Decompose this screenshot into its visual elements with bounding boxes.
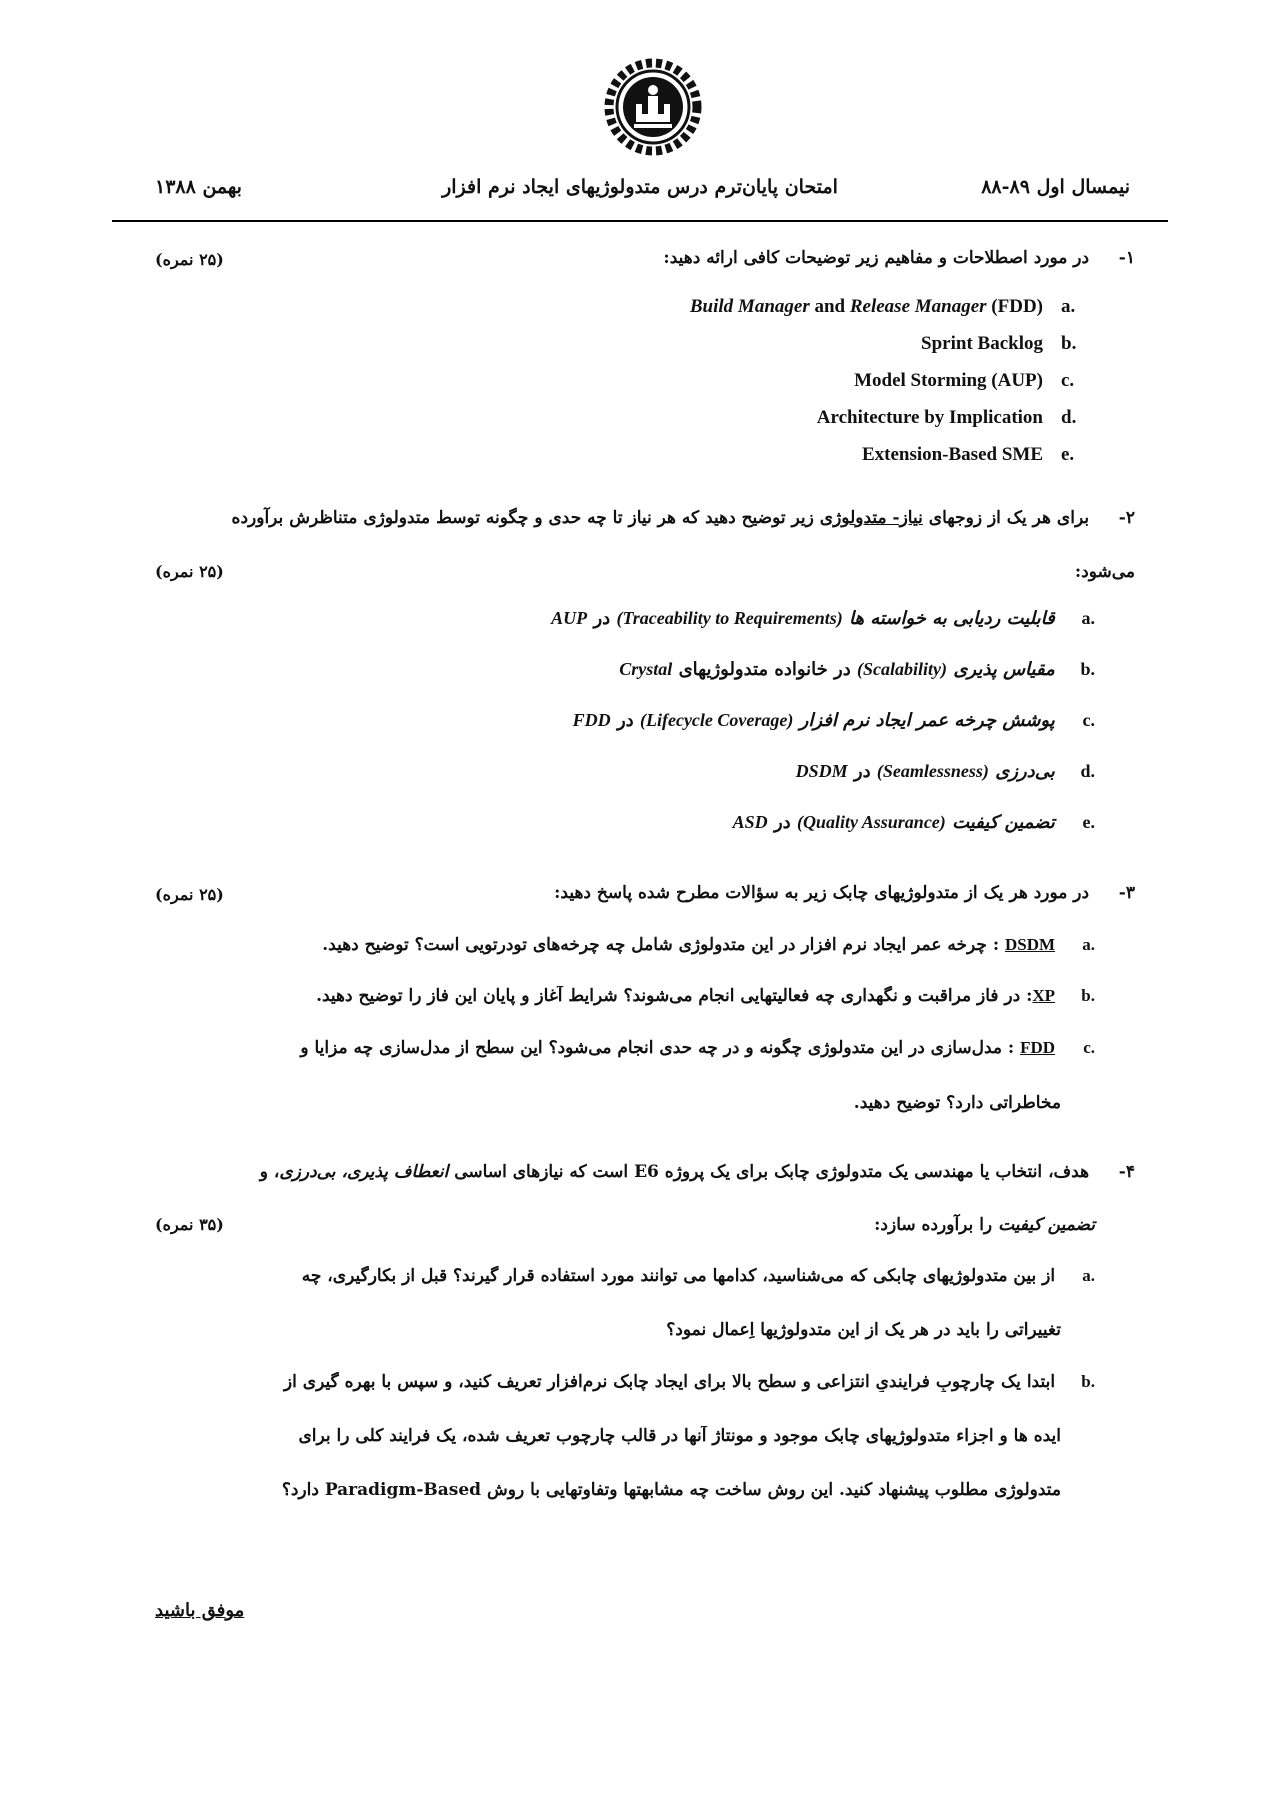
method-name: XP	[1032, 986, 1056, 1005]
question-text: زیر توضیح دهید که هر نیاز تا چه حدی و چگونه توسط متدولوژی متناظرش برآورده	[231, 508, 820, 528]
question-4	[155, 1162, 1135, 1182]
question-2	[155, 508, 1135, 528]
q1-item-a	[690, 296, 1095, 318]
q3-item-a	[155, 935, 1095, 955]
question-text: در مورد هر یک از متدولوژیهای چابک زیر به سؤالات مطرح شده پاسخ دهید:	[554, 883, 1090, 903]
question-4-score: (۳۵ نمره)	[155, 1215, 224, 1234]
item-text: از بین متدولوژیهای چابکی که می‌شناسید، کدامها می توانند مورد استفاده قرار گیرند؟ قبل از بکارگیری، چه	[301, 1266, 1056, 1286]
question-3-score: (۲۵ نمره)	[155, 885, 224, 904]
item-label: c.	[1082, 710, 1095, 730]
q2-item-e	[733, 812, 1095, 833]
q2-item-c	[573, 710, 1095, 731]
criterion-prep: در	[593, 608, 611, 629]
item-label: b.	[1081, 986, 1095, 1005]
q3-item-b	[155, 986, 1095, 1006]
closing-note: موفق باشید	[155, 1600, 245, 1621]
criterion-fa: تضمین کیفیت	[952, 812, 1055, 833]
criterion-en: (Traceability to Requirements)	[616, 608, 843, 628]
q1-item-b	[921, 333, 1095, 355]
item-label: c.	[1061, 370, 1075, 391]
method-name: DSDM	[795, 761, 848, 781]
criterion-prep: در	[773, 812, 791, 833]
method-name: FDD	[1020, 1038, 1056, 1057]
question-text: برای هر یک از زوجهای	[922, 508, 1090, 528]
q1-item-d	[817, 407, 1095, 429]
question-3	[155, 883, 1135, 903]
criterion-en: (Quality Assurance)	[796, 812, 946, 832]
item-label: b.	[1061, 333, 1077, 354]
question-4-line2	[155, 1215, 1095, 1235]
q2-item-a	[551, 608, 1095, 629]
item-label: b.	[1081, 1372, 1095, 1391]
term-text: Release Manager	[849, 296, 987, 317]
criterion-prep: در	[853, 761, 871, 782]
question-text: را برآورده سازد:	[874, 1215, 999, 1235]
exam-title: امتحان پایان‌ترم درس متدولوژیهای ایجاد نرم افزار	[442, 176, 838, 198]
method-name: FDD	[572, 710, 611, 730]
q2-item-d	[796, 761, 1095, 782]
item-label: e.	[1082, 812, 1095, 832]
term-text: (FDD)	[986, 296, 1043, 317]
item-label: a.	[1082, 1266, 1095, 1285]
q3-item-c-line2: مخاطراتی دارد؟ توضیح دهید.	[853, 1093, 1061, 1113]
criterion-en: (Scalability)	[857, 659, 948, 679]
university-logo	[598, 52, 708, 162]
question-number: ۱-	[1118, 248, 1135, 268]
term-text: Build Manager	[689, 296, 810, 317]
criterion-fa: مقیاس پذیری	[953, 659, 1055, 680]
method-name: AUP	[551, 608, 588, 628]
item-label: a.	[1082, 935, 1095, 954]
item-label: a.	[1061, 296, 1076, 317]
item-label: e.	[1061, 444, 1075, 465]
question-2-line2	[155, 562, 1135, 582]
semester-label: نیمسال اول ۸۹-۸۸	[981, 176, 1130, 198]
q4-item-a	[155, 1266, 1095, 1286]
q4-item-b	[155, 1372, 1095, 1392]
q4-item-b-line2: ایده ها و اجزاء متدولوژیهای چابک موجود و مونتاژ آنها در قالب چارچوب تعریف شده، یک فرایند کلی را برای	[298, 1426, 1061, 1446]
question-text: نیاز- متدولوژی	[819, 508, 923, 528]
header-divider	[112, 220, 1168, 222]
question-number: ۲-	[1118, 508, 1135, 528]
method-name: Crystal	[619, 659, 673, 679]
q1-item-c	[854, 370, 1095, 392]
question-text: در مورد اصطلاحات و مفاهیم زیر توضیحات کافی ارائه دهید:	[663, 248, 1090, 268]
method-name: ASD	[732, 812, 768, 832]
criterion-fa: بی‌درزی	[995, 761, 1055, 782]
method-name: DSDM	[1005, 935, 1056, 954]
question-text: انعطاف پذیری، بی‌درزی	[279, 1162, 449, 1182]
term-text: Extension-Based SME	[861, 444, 1043, 465]
q1-item-e	[862, 444, 1095, 466]
criterion-prep: در	[616, 710, 634, 731]
question-text: تضمین کیفیت	[998, 1215, 1095, 1235]
question-text: ، و	[259, 1162, 280, 1182]
criterion-en: (Seamlessness)	[876, 761, 989, 781]
q4-item-a-line2: تغییراتی را باید در هر یک از این متدولوژیها اِعمال نمود؟	[666, 1320, 1061, 1340]
q3-item-c	[155, 1038, 1095, 1058]
item-label: d.	[1080, 761, 1095, 781]
item-text: ابتدا یک چارچوبِ فرایندیِ انتزاعی و سطح بالا برای ایجاد چابک نرم‌افزار تعریف کنید، و سپس با بهره گیری از	[283, 1372, 1056, 1392]
question-text: هدف، انتخاب یا مهندسی یک متدولوژی چابک برای یک پروژه E6 است که نیازهای اساسی	[448, 1162, 1090, 1182]
criterion-en: (Lifecycle Coverage)	[639, 710, 794, 730]
criterion-fa: پوشش چرخه عمر ایجاد نرم افزار	[799, 710, 1055, 731]
criterion-prep: در خانواده متدولوژیهای	[678, 659, 851, 680]
item-text: : در فاز مراقبت و نگهداری چه فعالیتهایی انجام می‌شوند؟ شرایط آغاز و پایان این فاز را توضیح دهید.	[316, 986, 1033, 1006]
question-text: می‌شود:	[1074, 562, 1135, 582]
item-text: : مدل‌سازی در این متدولوژی چگونه و در چه حدی انجام می‌شود؟ این سطح از مدل‌سازی چه مزایا و	[300, 1038, 1021, 1058]
item-label: a.	[1081, 608, 1095, 628]
term-text: Model Storming (AUP)	[854, 370, 1043, 391]
term-text: and	[809, 296, 850, 317]
item-label: d.	[1061, 407, 1077, 428]
exam-date: بهمن ۱۳۸۸	[155, 176, 242, 198]
question-number: ۳-	[1118, 883, 1135, 903]
question-1	[155, 248, 1135, 268]
q4-item-b-line3: متدولوژی مطلوب پیشنهاد کنید. این روشِ ساخت چه مشابهتها وتفاوتهایی با روش Paradigm-Based دارد؟	[281, 1480, 1061, 1500]
criterion-fa: قابلیت ردیابی به خواسته ها	[849, 608, 1055, 629]
question-1-score: (۲۵ نمره)	[155, 250, 224, 269]
q2-item-b	[619, 659, 1095, 680]
question-2-score: (۲۵ نمره)	[155, 562, 224, 581]
item-label: b.	[1080, 659, 1095, 679]
item-text: : چرخه عمر ایجاد نرم افزار در این متدولوژی شامل چه چرخه‌های تودرتویی است؟ توضیح دهید.	[322, 935, 1006, 955]
term-text: Sprint Backlog	[921, 333, 1043, 354]
item-label: c.	[1083, 1038, 1095, 1057]
question-number: ۴-	[1118, 1162, 1135, 1182]
term-text: Architecture by Implication	[816, 407, 1043, 428]
